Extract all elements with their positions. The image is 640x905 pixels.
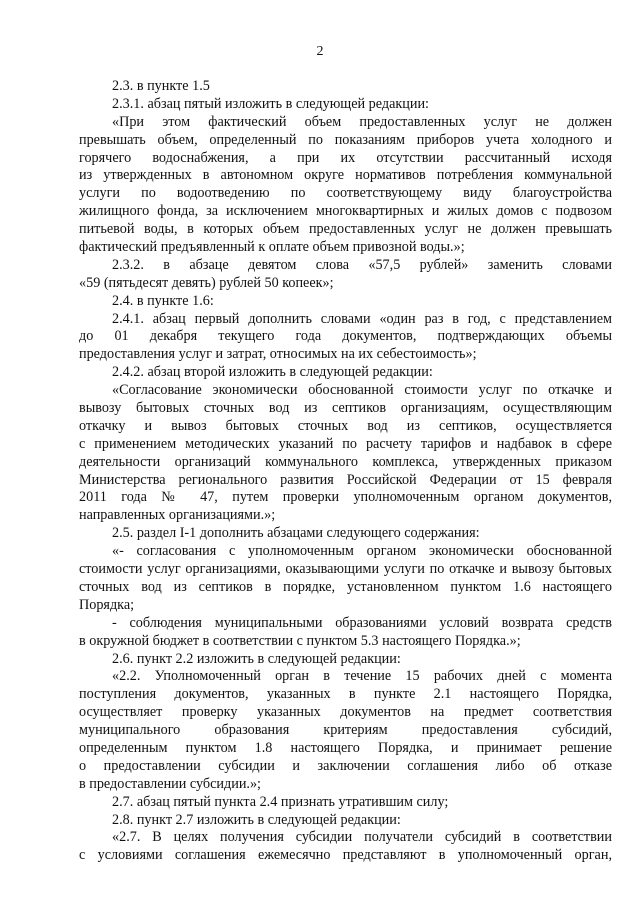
text-line: с применением методических указаний по расчету тарифов и надбавок в сфере — [79, 435, 612, 452]
text-line: осуществляет проверку указанных документов на предмет соответствия — [79, 704, 612, 721]
text-line: поступления документов, указанных в пункте 2.1 настоящего Порядка, — [79, 686, 612, 703]
text-line: превышать объем, определенный по показаниям приборов учета холодного и — [79, 131, 612, 148]
document-body — [79, 78, 612, 865]
text-line: с условиями соглашения ежемесячно представляют в уполномоченный орган, — [79, 847, 612, 864]
text-line: 2.7. абзац пятый пункта 2.4 признать утратившим силу; — [112, 793, 449, 810]
text-line: вывозу бытовых сточных вод из септиков организациям, осуществляющим — [79, 400, 612, 417]
text-line: откачку и вывоз бытовых сточных вод из септиков, осуществляется — [79, 417, 612, 434]
page-number: 2 — [316, 44, 324, 59]
text-line: 2.3.2. в абзаце девятом слова «57,5 рублей» заменить словами — [112, 256, 612, 273]
text-line: жилищного фонда, за исключением многоквартирных и жилых домов с подвозом — [79, 203, 612, 220]
text-line: стоимости услуг организациями, оказывающими услуги по откачке и вывозу бытовых — [79, 561, 612, 578]
text-line: деятельности организаций коммунального комплекса, утвержденных приказом — [79, 453, 612, 470]
text-line: услуги по водоотведению по соответствующему виду благоустройства — [79, 185, 612, 202]
text-line: горячего водоснабжения, а при их отсутствии рассчитанный исходя — [79, 149, 612, 166]
text-line: в окружной бюджет в соответствии с пунктом 5.3 настоящего Порядка.»; — [79, 632, 521, 649]
text-line: фактический предъявленный к оплате объем привозной воды.»; — [79, 239, 465, 256]
text-line: «59 (пятьдесят девять) рублей 50 копеек»; — [79, 274, 334, 291]
text-line: направленных организациями.»; — [79, 507, 276, 524]
text-line: 2.6. пункт 2.2 изложить в следующей редакции: — [112, 650, 401, 667]
text-line: из утвержденных в автономном округе нормативов потребления коммунальной — [79, 167, 612, 184]
text-line: 2.4.1. абзац первый дополнить словами «один раз в год, с представлением — [112, 310, 612, 327]
text-line: «При этом фактический объем предоставленных услуг не должен — [112, 113, 612, 130]
text-line: 2.3.1. абзац пятый изложить в следующей редакции: — [112, 95, 429, 112]
text-line: 2011 года № 47, путем проверки уполномоченным органом документов, — [79, 489, 612, 506]
text-line: 2.5. раздел I-1 дополнить абзацами следующего содержания: — [112, 525, 480, 542]
text-line: «2.7. В целях получения субсидии получатели субсидий в соответствии — [112, 829, 612, 846]
text-line: до 01 декабря текущего года документов, подтверждающих объемы — [79, 328, 612, 345]
text-line: Порядка; — [79, 596, 135, 613]
text-line: 2.4.2. абзац второй изложить в следующей редакции: — [112, 364, 433, 381]
text-line: предоставления услуг и затрат, относимых на их себестоимость»; — [79, 346, 477, 363]
text-line: определенным пунктом 1.8 настоящего Порядка, и принимает решение — [79, 739, 612, 756]
text-line: «Согласование экономически обоснованной стоимости услуг по откачке и — [112, 382, 612, 399]
text-line: о предоставлении субсидии и заключении соглашения либо об отказе — [79, 757, 612, 774]
text-line: Министерства регионального развития Российской Федерации от 15 февраля — [79, 471, 612, 488]
text-line: питьевой воды, в которых объем предоставленных услуг не должен превышать — [79, 221, 612, 238]
text-line: 2.3. в пункте 1.5 — [112, 78, 210, 94]
text-line: «2.2. Уполномоченный орган в течение 15 рабочих дней с момента — [112, 668, 612, 685]
text-line: «- согласования с уполномоченным органом экономически обоснованной — [112, 543, 612, 560]
text-line: в предоставлении субсидии.»; — [79, 775, 261, 792]
text-line: 2.8. пункт 2.7 изложить в следующей редакции: — [112, 811, 401, 828]
text-line: 2.4. в пункте 1.6: — [112, 292, 214, 309]
text-line: сточных вод из септиков в порядке, установленном пунктом 1.6 настоящего — [79, 578, 612, 595]
text-line: - соблюдения муниципальными образованиями условий возврата средств — [112, 614, 612, 631]
text-line: муниципального образования критериям предоставления субсидий, — [79, 722, 612, 739]
